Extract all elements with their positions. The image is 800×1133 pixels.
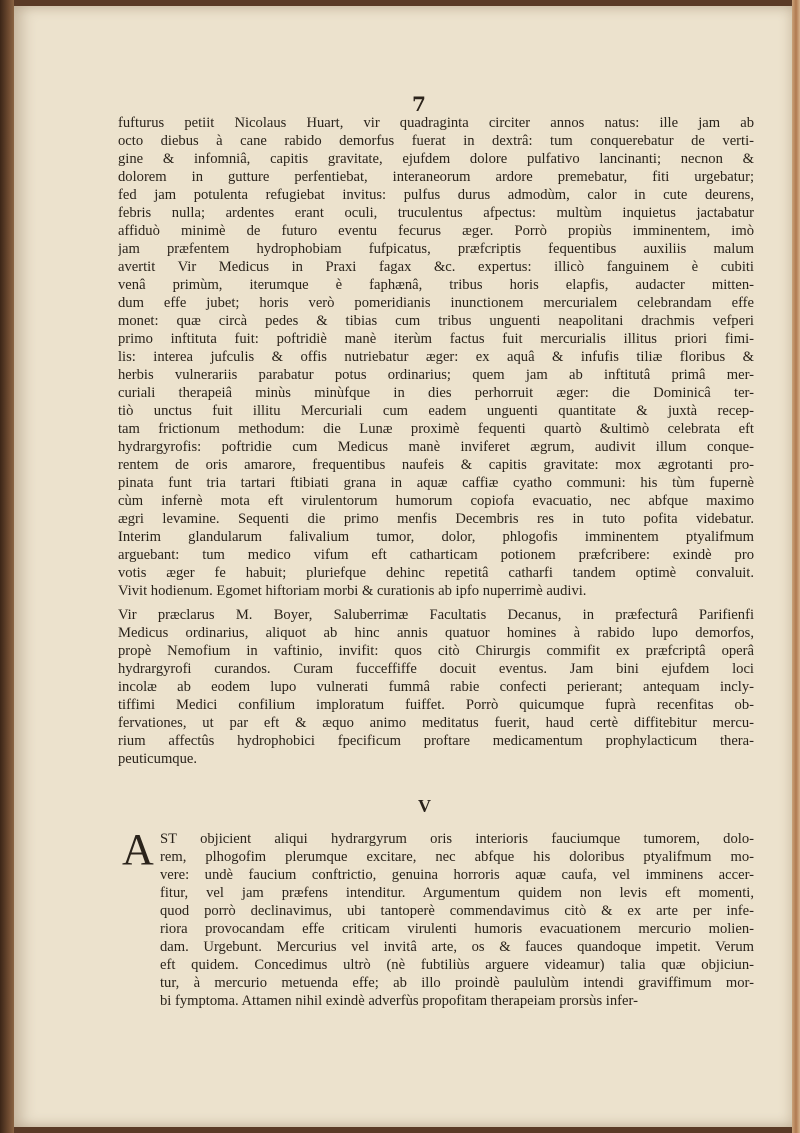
page-edge (792, 0, 800, 1133)
text-line: fed jam potulenta refugiebat invitus: pulfus durus admodùm, calor in cute deurens, (118, 187, 754, 203)
text-line: fufturus petiit Nicolaus Huart, vir quadraginta circiter annos natus: ille jam ab (118, 115, 754, 131)
text-line: lis: interea jufculis & offis nutriebatur æger: ex aquâ & infufis tiliæ floribus & (118, 349, 754, 365)
text-line: dum effe jubet; horis verò pomeridianis inunctionem mercurialem celebrandam effe (118, 295, 754, 311)
text-line: venâ primùm, iterumque è faphænâ, tribus horis elapfis, audacter mitten- (118, 277, 754, 293)
text-line: avertit Vir Medicus in Praxi fagax &c. expertus: illicò fanguinem è cubiti (118, 259, 754, 275)
text-line: primo inftituta fuit: poftridiè manè iterùm factus fuit mercurialis illitus priori fimi- (118, 331, 754, 347)
text-line: tiò unctus fuit illitu Mercuriali cum eadem unguenti quantitate & juxtà recep- (118, 403, 754, 419)
text-line: tur, à mercurio metuenda effe; ab illo proindè paululùm intendi graviffimum mor- (160, 975, 754, 991)
text-line: incolæ ab eodem lupo vulnerati fummâ rabie confecti perierant; antequam incly- (118, 679, 754, 695)
text-line: rentem de oris amarore, frequentibus naufeis & capitis gravitate: mox ægrotanti pro- (118, 457, 754, 473)
text-line: tiffimi Medici confilium imploratum fuiffet. Porrò quicumque fuprà recenfitas ob- (118, 697, 754, 713)
paragraph-3 (160, 848, 754, 1010)
text-line: rem, plhogofim plerumque excitare, nec abfque his doloribus ptyalifmum mo- (160, 849, 754, 865)
text-line: vere: undè faucium conftrictio, genuina horroris aquæ caufa, vel imminens accer- (160, 867, 754, 883)
text-line: pinata funt tria tartari ftibiati grana in aquæ caffiæ cyatho communi: his tùm fupernè (118, 475, 754, 491)
text-line: cùm infernè mota eft virulentorum humorum copiofa evacuatio, nec abfque maximo (118, 493, 754, 509)
paragraph-1 (118, 114, 754, 600)
text-line: hydrargyrofis: poftridie cum Medicus manè inviferet ægrum, audivit illum conque- (118, 439, 754, 455)
text-line: jam præfentem hydrophobiam fufpicatus, præfcriptis fequentibus auxiliis malum (118, 241, 754, 257)
text-line: tam frictionum methodum: die Lunæ proximè fequenti quartò &ultimò celebrata eft (118, 421, 754, 437)
text-line: Medicus ordinarius, aliquot ab hinc annis quatuor homines à rabido lupo demorfos, (118, 625, 754, 641)
text-line: affiduò minimè de futuro eventu fecurus æger. Porrò propiùs imminentem, imò (118, 223, 754, 239)
drop-cap: A (122, 825, 154, 874)
text-line: monet: quæ circà pedes & tibias cum tribus unguenti neapolitani drachmis vefperi (118, 313, 754, 329)
text-line: riora provocandam effe criticam virulenti humoris evacuationem mercurio molien- (160, 921, 754, 937)
text-line: Vivit hodienum. Egomet hiftoriam morbi & curationis ab ipfo nuperrimè audivi. (118, 583, 587, 599)
text-line: quod porrò declinavimus, ubi tantoperè commendavimus citò & ex arte per infe- (160, 903, 754, 919)
section-heading: V (418, 796, 431, 816)
text-line: dam. Urgebunt. Mercurius vel invitâ arte, os & fauces quandoque impetit. Verum (160, 939, 754, 955)
paragraph-3-first-line (160, 830, 754, 848)
text-line: ST objicient aliqui hydrargyrum oris interioris fauciumque tumorem, dolo- (160, 831, 754, 847)
text-line: curiali therapeiâ minùs minùfque in dies perhorruit æger: die Dominicâ ter- (118, 385, 754, 401)
text-line: rium affectûs hydrophobici fpecificum proftare medicamentum prophylacticum thera- (118, 733, 754, 749)
text-line: eft quidem. Concedimus ultrò (nè fubtiliùs arguere videamur) talia quæ objiciun- (160, 957, 754, 973)
text-line: propè Nemofium in vaftinio, invifit: quos citò Chirurgis commifit ex præfcriptâ operâ (118, 643, 754, 659)
text-line: octo diebus à cane rabido demorfus fuerat in dextrâ: tum conquerebatur de verti- (118, 133, 754, 149)
text-line: arguebant: tum medico vifum eft catharticam potionem præfcribere: exindè pro (118, 547, 754, 563)
text-line: febris nulla; ardentes erant oculi, truculentus afpectus: multùm inquietus jactabatur (118, 205, 754, 221)
text-line: bi fymptoma. Attamen nihil exindè adverfùs propofitam therapeiam prorsùs infer- (160, 993, 638, 1009)
text-line: dolorem in gutture perfentiebat, interaneorum ardore premebatur, fiti urgebatur; (118, 169, 754, 185)
text-line: votis æger fe habuit; pluriefque dehinc repetitâ catharfi tandem optimè convaluit. (118, 565, 754, 581)
text-line: ægri levamine. Sequenti die primo menfis Decembris res in tuto pofita videbatur. (118, 511, 754, 527)
book-spine (0, 0, 14, 1133)
page-number: 7 (412, 92, 426, 116)
paragraph-2 (118, 606, 754, 768)
text-line: Interim glandularum falivalium tumor, dolor, phlogofis imminentem ptyalifmum (118, 529, 754, 545)
text-line: herbis vulnerariis parabatur potus ordinarius; quem jam ab inftitutâ primâ mer- (118, 367, 754, 383)
text-line: hydrargyrofi curandos. Curam fucceffiffe docuit eventus. Jam bini ejufdem loci (118, 661, 754, 677)
text-line: fervationes, ut par eft & æquo animo meditatus fuerit, haud certè diffitebitur mercu- (118, 715, 754, 731)
text-line: peuticumque. (118, 751, 198, 767)
text-line: fitur, vel jam præfens intenditur. Argumentum quidem non levis eft momenti, (160, 885, 754, 901)
text-line: Vir præclarus M. Boyer, Saluberrimæ Facultatis Decanus, in præfecturâ Parifienfi (118, 607, 754, 623)
text-line: gine & infomniâ, capitis gravitate, ejufdem dolore pulfativo lancinanti; necnon & (118, 151, 754, 167)
